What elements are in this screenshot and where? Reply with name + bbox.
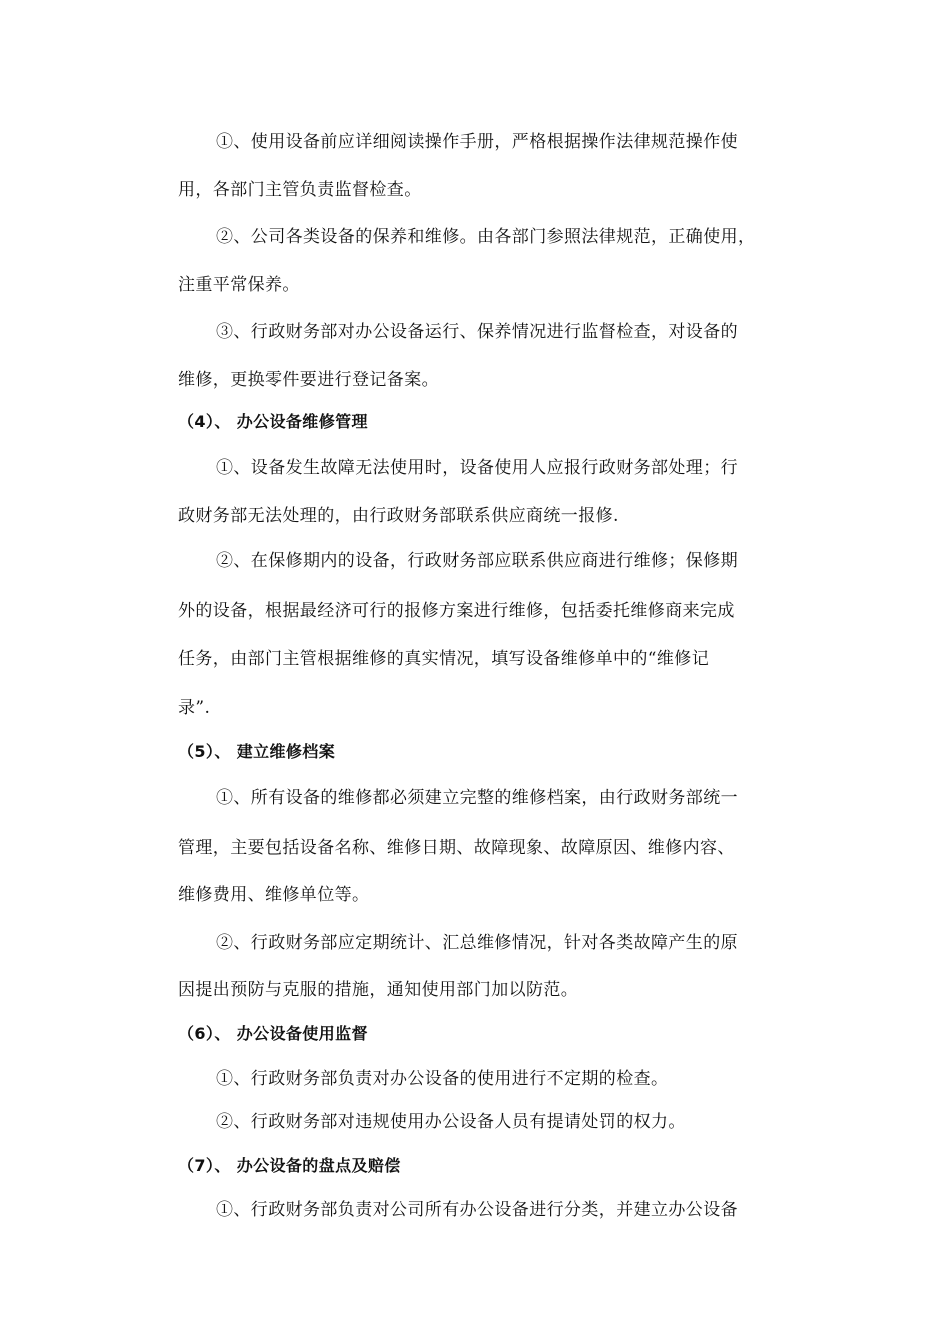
paragraph-line: ②、行政财务部应定期统计、汇总维修情况，针对各类故障产生的原 [216,933,738,953]
paragraph-line: ①、行政财务部负责对公司所有办公设备进行分类，并建立办公设备 [216,1200,738,1220]
section-heading: （6）、 办公设备使用监督 [178,1024,368,1043]
paragraph-line: 维修，更换零件要进行登记备案。 [178,370,439,390]
section-heading: （5）、 建立维修档案 [178,742,336,761]
paragraph-line: ①、所有设备的维修都必须建立完整的维修档案，由行政财务部统一 [216,788,738,808]
paragraph-line: 任务，由部门主管根据维修的真实情况，填写设备维修单中的“维修记 [178,649,710,669]
paragraph-line: ①、使用设备前应详细阅读操作手册，严格根据操作法律规范操作使 [216,132,738,152]
paragraph-line: 维修费用、维修单位等。 [178,885,370,905]
paragraph-line: 政财务部无法处理的，由行政财务部联系供应商统一报修. [178,506,619,526]
paragraph-line: ①、行政财务部负责对办公设备的使用进行不定期的检查。 [216,1069,669,1089]
section-heading: （4）、 办公设备维修管理 [178,412,368,431]
paragraph-line: ③、行政财务部对办公设备运行、保养情况进行监督检查，对设备的 [216,322,738,342]
paragraph-line: ②、公司各类设备的保养和维修。由各部门参照法律规范，正确使用， [216,227,756,247]
paragraph-line: 用，各部门主管负责监督检查。 [178,180,422,200]
paragraph-line: ②、在保修期内的设备，行政财务部应联系供应商进行维修；保修期 [216,551,738,571]
paragraph-line: ①、设备发生故障无法使用时，设备使用人应报行政财务部处理；行 [216,458,738,478]
paragraph-line: ②、行政财务部对违规使用办公设备人员有提请处罚的权力。 [216,1112,686,1132]
paragraph-line: 录”. [178,698,211,718]
paragraph-line: 外的设备，根据最经济可行的报修方案进行维修，包括委托维修商来完成 [178,601,735,621]
paragraph-line: 注重平常保养。 [178,275,300,295]
paragraph-line: 管理，主要包括设备名称、维修日期、故障现象、故障原因、维修内容、 [178,838,735,858]
paragraph-line: 因提出预防与克服的措施，通知使用部门加以防范。 [178,980,579,1000]
section-heading: （7）、 办公设备的盘点及赔偿 [178,1156,401,1175]
